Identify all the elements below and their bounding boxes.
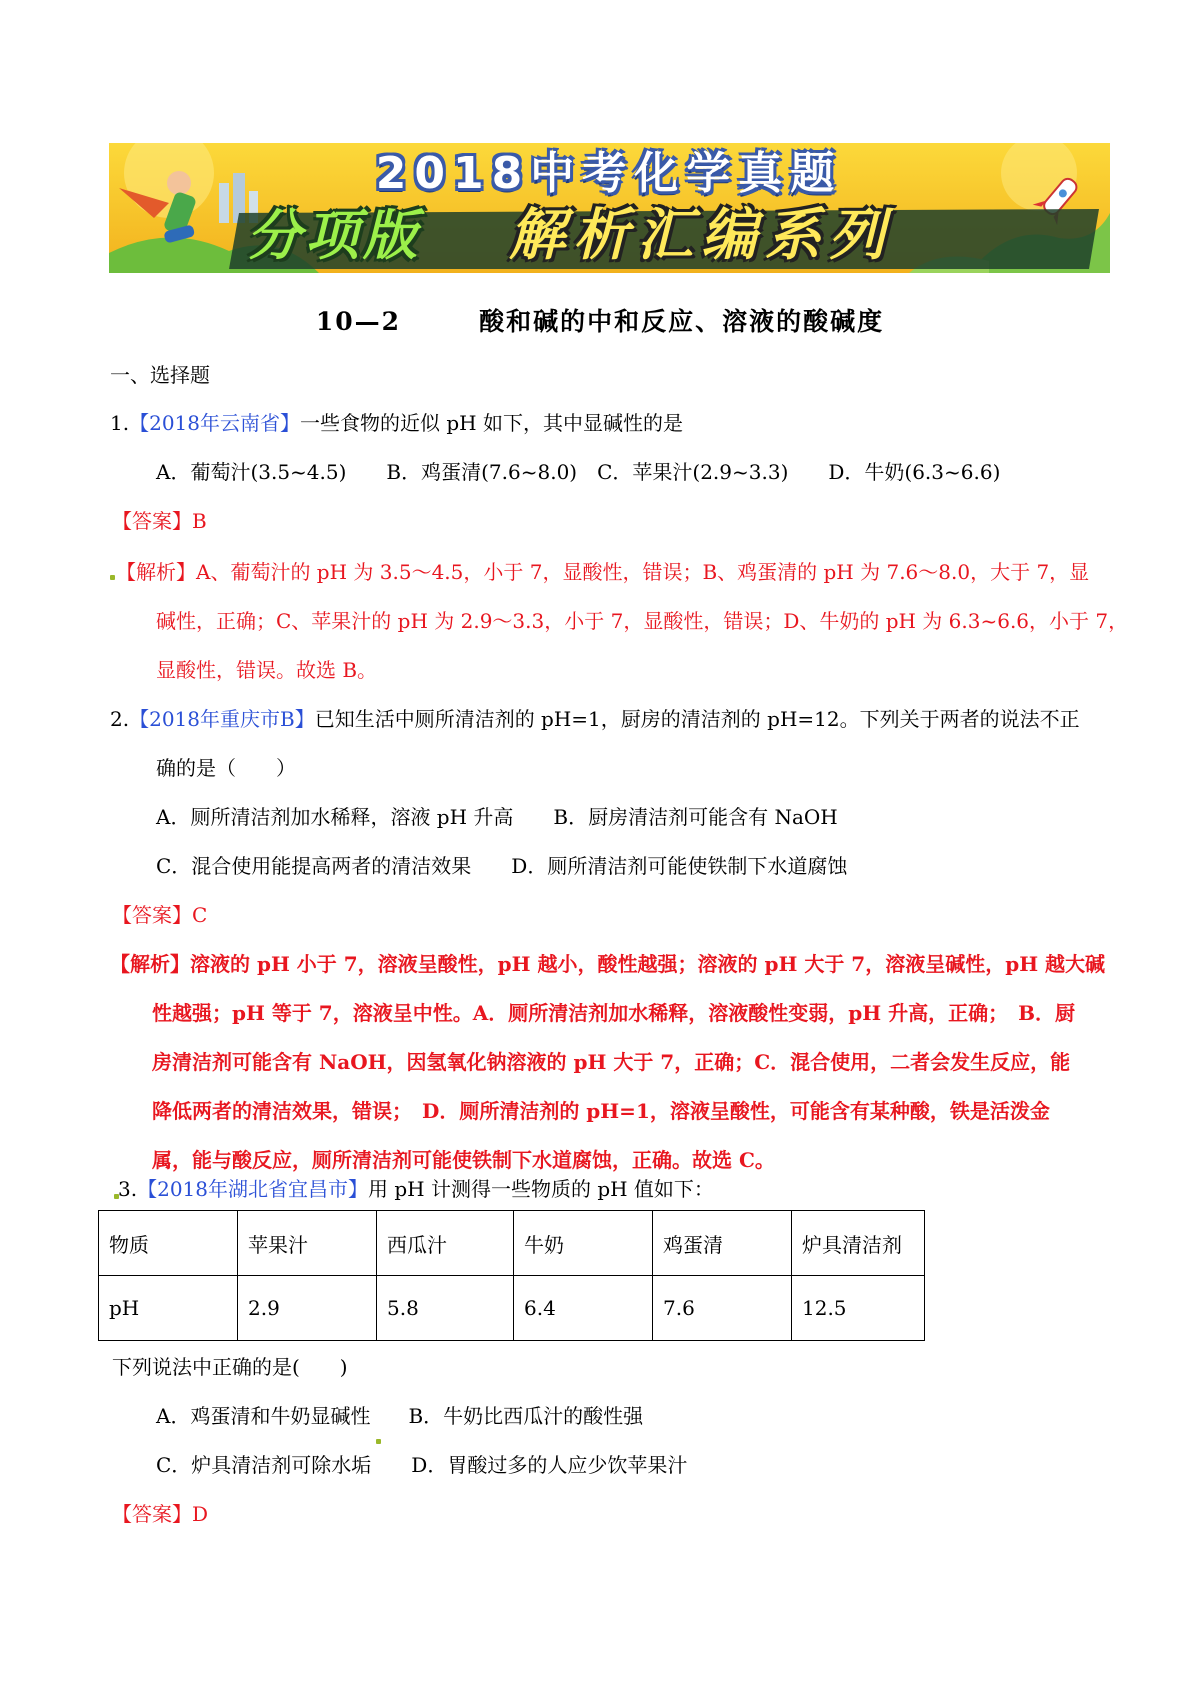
question-1-stem (110, 408, 683, 438)
title-text: 酸和碱的中和反应、溶液的酸碱度 (479, 307, 885, 336)
question-2-analysis-line: 房清洁剂可能含有 NaOH，因氢氧化钠溶液的 pH 大于 7，正确；C．混合使用，二者会发生反应，能 (152, 1050, 1071, 1074)
question-text: 一些食物的近似 pH 如下，其中显碱性的是 (300, 411, 683, 435)
decoration-dot (376, 1439, 381, 1444)
page-title (0, 302, 1200, 338)
table-cell: 鸡蛋清 (653, 1211, 792, 1276)
table-cell: 炉具清洁剂 (792, 1211, 925, 1276)
table-cell: 5.8 (377, 1276, 514, 1341)
question-2-analysis-line: 属，能与酸反应，厕所清洁剂可能使铁制下水道腐蚀，正确。故选 C。 (152, 1148, 775, 1172)
question-2-analysis-line: 【解析】溶液的 pH 小于 7，溶液呈酸性，pH 越小，酸性越强；溶液的 pH 大于 7，溶液呈碱性，pH 越大碱 (110, 952, 1106, 976)
banner-title-line2-right: 解析汇编系列 (509, 203, 893, 268)
question-1-options: A．葡萄汁(3.5~4.5) B．鸡蛋清(7.6~8.0) C．苹果汁(2.9~3.3) D．牛奶(6.3~6.6) (156, 460, 1001, 484)
table-cell: 西瓜汁 (377, 1211, 514, 1276)
banner-title-line1: 2018中考化学真题 (375, 148, 843, 199)
ph-table (98, 1210, 925, 1341)
question-3-options: C．炉具清洁剂可除水垢 D．胃酸过多的人应少饮苹果汁 (156, 1453, 688, 1477)
table-row (99, 1276, 925, 1341)
option-b: B．牛奶比西瓜汁的酸性强 (408, 1404, 644, 1428)
header-banner (109, 143, 1110, 273)
question-number: 3. (118, 1177, 138, 1201)
table-cell: 7.6 (653, 1276, 792, 1341)
question-2-analysis-line: 性越强；pH 等于 7，溶液呈中性。A．厕所清洁剂加水稀释，溶液酸性变弱，pH 升高，正确； B．厨 (152, 1001, 1075, 1025)
question-2-analysis-line: 降低两者的清洁效果，错误； D．厕所清洁剂的 pH=1，溶液呈酸性，可能含有某种酸，铁是活泼金 (152, 1099, 1050, 1123)
question-3-question: 下列说法中正确的是( ) (112, 1355, 348, 1379)
question-source: 【2018年云南省】 (129, 411, 300, 435)
question-2-options: A．厕所清洁剂加水稀释，溶液 pH 升高 B．厨房清洁剂可能含有 NaOH (156, 805, 838, 829)
section-heading: 一、选择题 (110, 363, 210, 387)
table-row (99, 1211, 925, 1276)
banner-title-line2-left: 分项版 (247, 204, 421, 267)
question-source: 【2018年重庆市B】 (129, 707, 315, 731)
question-1-analysis-line: 显酸性，错误。故选 B。 (156, 658, 378, 682)
table-cell: 12.5 (792, 1276, 925, 1341)
question-3-stem (118, 1174, 714, 1204)
question-source: 【2018年湖北省宜昌市】 (137, 1177, 368, 1201)
title-number: 10—2 (315, 307, 402, 336)
question-number: 1. (110, 411, 130, 435)
question-2-answer: 【答案】C (112, 903, 208, 927)
table-cell: 牛奶 (514, 1211, 653, 1276)
decoration-dot (110, 575, 115, 580)
question-2-stem-continued: 确的是（ ） (156, 756, 296, 780)
question-3-options (156, 1401, 643, 1431)
question-1-analysis-line: 碱性，正确；C、苹果汁的 pH 为 2.9～3.3，小于 7，显酸性，错误；D、牛奶的 pH 为 6.3~6.6，小于 7， (156, 609, 1129, 633)
question-2-options: C．混合使用能提高两者的清洁效果 D．厕所清洁剂可能使铁制下水道腐蚀 (156, 854, 848, 878)
option-a: A．鸡蛋清和牛奶显碱性 (156, 1404, 371, 1428)
question-1-analysis-line: 【解析】A、葡萄汁的 pH 为 3.5～4.5，小于 7，显酸性，错误；B、鸡蛋清的 pH 为 7.6～8.0，大于 7，显 (116, 560, 1090, 584)
question-text: 已知生活中厕所清洁剂的 pH=1，厨房的清洁剂的 pH=12。下列关于两者的说法不正 (314, 707, 1080, 731)
question-number: 2. (110, 707, 130, 731)
table-cell: pH (99, 1276, 238, 1341)
question-2-stem (110, 704, 1080, 734)
table-cell: 2.9 (238, 1276, 377, 1341)
table-cell: 6.4 (514, 1276, 653, 1341)
question-text: 用 pH 计测得一些物质的 pH 值如下： (368, 1177, 714, 1201)
table-cell: 物质 (99, 1211, 238, 1276)
question-3-answer: 【答案】D (112, 1502, 209, 1526)
table-cell: 苹果汁 (238, 1211, 377, 1276)
question-1-answer: 【答案】B (112, 509, 207, 533)
